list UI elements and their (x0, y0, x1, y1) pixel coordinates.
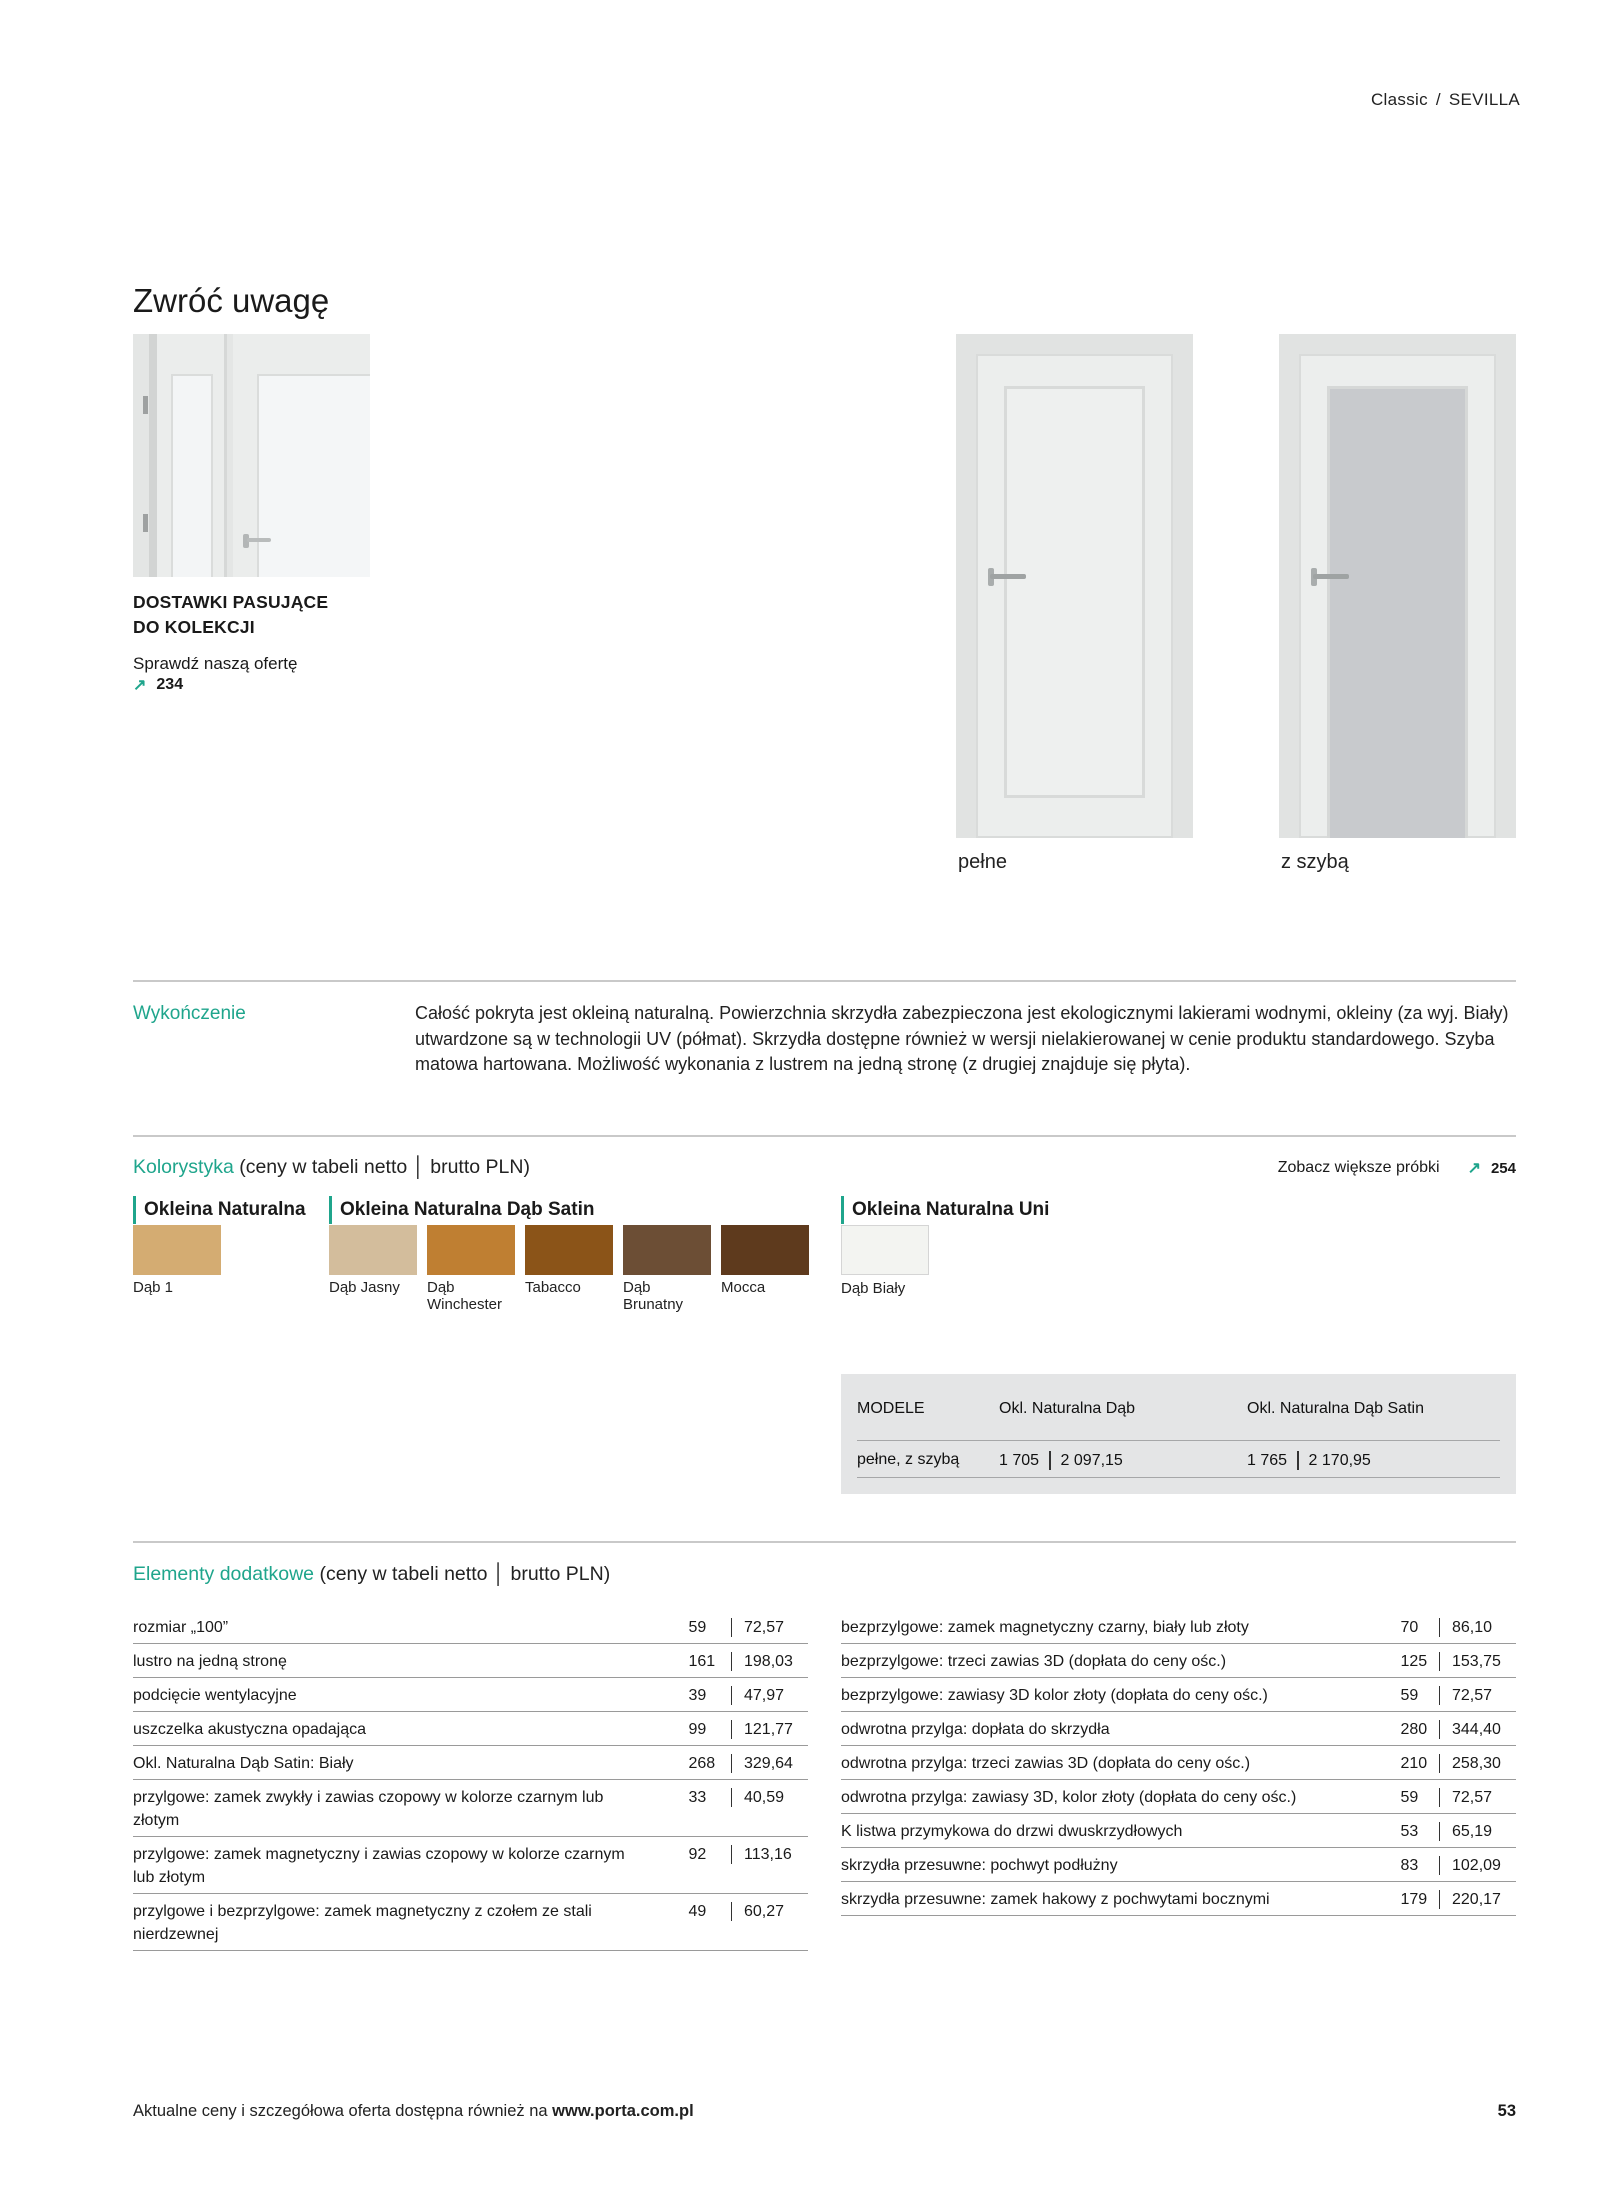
table-header: Okl. Naturalna Dąb Satin (1247, 1400, 1424, 1417)
price-table (841, 1374, 1516, 1494)
extra-price-gross: 65,19 (1452, 1823, 1493, 1840)
divider (731, 1902, 733, 1921)
swatch-label: Mocca (721, 1279, 766, 1296)
divider (731, 1845, 733, 1864)
table-row (133, 1678, 808, 1712)
breadcrumb-separator: / (1435, 90, 1441, 109)
extra-price-gross: 60,27 (744, 1903, 785, 1920)
divider (1439, 1856, 1441, 1875)
samples-page-number: 254 (1490, 1159, 1516, 1177)
samples-link-text: Zobacz większe próbki (1277, 1159, 1440, 1176)
extra-name: odwrotna przylga: zawiasy 3D, kolor złoty (dopłata do ceny ośc.) (841, 1789, 1297, 1806)
divider (1439, 1890, 1441, 1909)
table-row (841, 1848, 1516, 1882)
breadcrumb (1371, 90, 1520, 110)
table-cell-model: pełne, z szybą (857, 1451, 960, 1468)
extra-price-net: 53 (1400, 1823, 1419, 1840)
breadcrumb-model: SEVILLA (1448, 90, 1520, 109)
color-swatch[interactable] (841, 1225, 929, 1275)
table-row (841, 1780, 1516, 1814)
extra-name: bezprzylgowe: zawiasy 3D kolor złoty (dopłata do ceny ośc.) (841, 1687, 1268, 1704)
extra-price-gross: 40,59 (744, 1789, 785, 1806)
extra-price-gross: 72,57 (1452, 1687, 1493, 1704)
divider (1439, 1686, 1441, 1705)
divider (1439, 1618, 1441, 1637)
divider (731, 1720, 733, 1739)
color-group-label: Okleina Naturalna (133, 1196, 306, 1224)
divider (731, 1788, 733, 1807)
swatch-label: Dąb Winchester (427, 1279, 503, 1313)
extra-price-net: 59 (688, 1619, 707, 1636)
extra-price-gross: 86,10 (1452, 1619, 1493, 1636)
table-cell-price: 1 765 2 170,95 (1247, 1451, 1371, 1469)
divider (1439, 1822, 1441, 1841)
divider (731, 1652, 733, 1671)
table-row (841, 1678, 1516, 1712)
extra-price-gross: 153,75 (1452, 1653, 1501, 1670)
color-swatch[interactable] (623, 1225, 711, 1275)
extras-title: Elementy dodatkowe (ceny w tabeli netto │ brutto PLN) (133, 1563, 611, 1585)
extra-price-net: 59 (1400, 1789, 1419, 1806)
swatch-label: Dąb 1 (133, 1279, 174, 1296)
extra-price-gross: 258,30 (1452, 1755, 1501, 1772)
finish-description: Całość pokryta jest okleiną naturalną. Powierzchnia skrzydła zabezpieczona jest ekologicznymi lakierami wodnymi, okleiny (za wyj. Biały) utwardzone są w technologii UV (półmat). Skrzydła dostępne również w wersji nielakierowanej w cenie produktu standardowego. Szyba matowa hartowana. Możliwość wykonania z lustrem na jedną stronę (z drugiej znajduje się płyta). (415, 1003, 1509, 1074)
extra-price-gross: 113,16 (744, 1846, 792, 1863)
divider (1439, 1754, 1441, 1773)
footer-website-link[interactable]: www.porta.com.pl (552, 2102, 694, 2120)
extra-name: Okl. Naturalna Dąb Satin: Biały (133, 1755, 354, 1772)
color-group-label: Okleina Naturalna Uni (841, 1196, 1049, 1224)
extra-price-net: 280 (1400, 1721, 1428, 1738)
page-title: Zwróć uwagę (133, 282, 330, 319)
extra-price-gross: 72,57 (1452, 1789, 1493, 1806)
table-row (841, 1882, 1516, 1916)
accessories-link-text: Sprawdź naszą ofertę (133, 654, 298, 673)
door-label-glass: z szybą (1281, 851, 1349, 873)
extra-price-net: 59 (1400, 1687, 1419, 1704)
color-swatch[interactable] (721, 1225, 809, 1275)
extra-name: odwrotna przylga: trzeci zawias 3D (dopłata do ceny ośc.) (841, 1755, 1251, 1772)
table-row (133, 1644, 808, 1678)
swatch-label: Dąb Biały (841, 1280, 906, 1297)
swatch-label: Dąb Jasny (329, 1279, 400, 1296)
table-row (133, 1894, 808, 1951)
extra-price-net: 49 (688, 1903, 707, 1920)
extra-price-net: 70 (1400, 1619, 1419, 1636)
color-group-label: Okleina Naturalna Dąb Satin (329, 1196, 594, 1224)
divider (133, 1135, 1516, 1137)
samples-link[interactable] (1278, 1158, 1516, 1178)
divider (133, 980, 1516, 982)
extra-price-gross: 344,40 (1452, 1721, 1501, 1738)
extra-price-gross: 198,03 (744, 1653, 793, 1670)
table-row (133, 1780, 808, 1837)
table-cell-price: 1 705 2 097,15 (999, 1451, 1123, 1469)
extra-price-net: 92 (688, 1846, 707, 1863)
extra-price-gross: 47,97 (744, 1687, 785, 1704)
extra-price-net: 268 (688, 1755, 716, 1772)
table-row (841, 1712, 1516, 1746)
extra-name: skrzydła przesuwne: zamek hakowy z pochwytami bocznymi (841, 1891, 1270, 1908)
extra-price-gross: 329,64 (744, 1755, 793, 1772)
extra-price-net: 161 (688, 1653, 716, 1670)
extra-name: bezprzylgowe: trzeci zawias 3D (dopłata do ceny ośc.) (841, 1653, 1227, 1670)
colors-title: Kolorystyka (ceny w tabeli netto │ brutto PLN) (133, 1156, 530, 1178)
table-row (133, 1712, 808, 1746)
extra-name: bezprzylgowe: zamek magnetyczny czarny, biały lub złoty (841, 1619, 1249, 1636)
divider (731, 1754, 733, 1773)
table-row (841, 1746, 1516, 1780)
extra-price-net: 33 (688, 1789, 707, 1806)
color-swatch[interactable] (525, 1225, 613, 1275)
extra-price-gross: 102,09 (1452, 1857, 1501, 1874)
divider (731, 1618, 733, 1637)
extra-name: uszczelka akustyczna opadająca (133, 1721, 367, 1738)
extra-name: lustro na jedną stronę (133, 1653, 287, 1670)
page-number: 53 (1497, 2102, 1516, 2120)
extra-price-net: 99 (688, 1721, 707, 1738)
table-header: Okl. Naturalna Dąb (999, 1400, 1136, 1417)
accessories-heading: DOSTAWKI PASUJĄCE DO KOLEKCJI (133, 592, 329, 637)
accessories-page-number: 234 (156, 676, 184, 693)
extra-price-gross: 220,17 (1452, 1891, 1501, 1908)
accessories-page-link[interactable] (133, 675, 183, 695)
extra-price-gross: 72,57 (744, 1619, 785, 1636)
table-row (133, 1837, 808, 1894)
footer-note: Aktualne ceny i szczegółowa oferta dostępna również na www.porta.com.pl (133, 2102, 694, 2120)
finish-label: Wykończenie (133, 1003, 246, 1024)
extra-price-net: 83 (1400, 1857, 1419, 1874)
extra-name: podcięcie wentylacyjne (133, 1687, 297, 1704)
extra-name: rozmiar „100” (133, 1619, 229, 1636)
extra-name: skrzydła przesuwne: pochwyt podłużny (841, 1857, 1118, 1874)
extra-name: odwrotna przylga: dopłata do skrzydła (841, 1721, 1110, 1738)
accessory-door-image (133, 334, 370, 577)
color-swatch[interactable] (329, 1225, 417, 1275)
door-image-glass (1279, 334, 1516, 838)
breadcrumb-collection[interactable]: Classic (1370, 90, 1428, 109)
extra-price-net: 39 (688, 1687, 707, 1704)
table-row (133, 1610, 808, 1644)
table-row (841, 1610, 1516, 1644)
extra-name: przylgowe: zamek magnetyczny i zawias czopowy w kolorze czarnym lub złotym (133, 1846, 625, 1886)
table-row (841, 1644, 1516, 1678)
divider (1439, 1652, 1441, 1671)
door-label-solid: pełne (958, 851, 1007, 873)
color-swatch[interactable] (133, 1225, 221, 1275)
door-image-solid (956, 334, 1193, 838)
extra-price-net: 125 (1400, 1653, 1428, 1670)
table-row (841, 1814, 1516, 1848)
extra-name: przylgowe i bezprzylgowe: zamek magnetyczny z czołem ze stali nierdzewnej (133, 1903, 592, 1943)
table-header: MODELE (857, 1400, 925, 1417)
divider (1439, 1788, 1441, 1807)
swatch-label: Dąb Brunatny (623, 1279, 684, 1313)
divider (133, 1541, 1516, 1543)
extra-price-gross: 121,77 (744, 1721, 793, 1738)
extras-list-left (133, 1610, 808, 1951)
divider (1439, 1720, 1441, 1739)
extra-name: przylgowe: zamek zwykły i zawias czopowy w kolorze czarnym lub złotym (133, 1789, 604, 1829)
extras-list-right (841, 1610, 1516, 1916)
divider (731, 1686, 733, 1705)
arrow-up-right-icon: ↗ (133, 677, 147, 694)
arrow-up-right-icon: ↗ (1467, 1160, 1481, 1177)
swatch-label: Tabacco (525, 1279, 581, 1296)
extra-price-net: 210 (1400, 1755, 1428, 1772)
extra-price-net: 179 (1400, 1891, 1428, 1908)
table-row (133, 1746, 808, 1780)
extra-name: K listwa przymykowa do drzwi dwuskrzydłowych (841, 1823, 1183, 1840)
color-swatch[interactable] (427, 1225, 515, 1275)
